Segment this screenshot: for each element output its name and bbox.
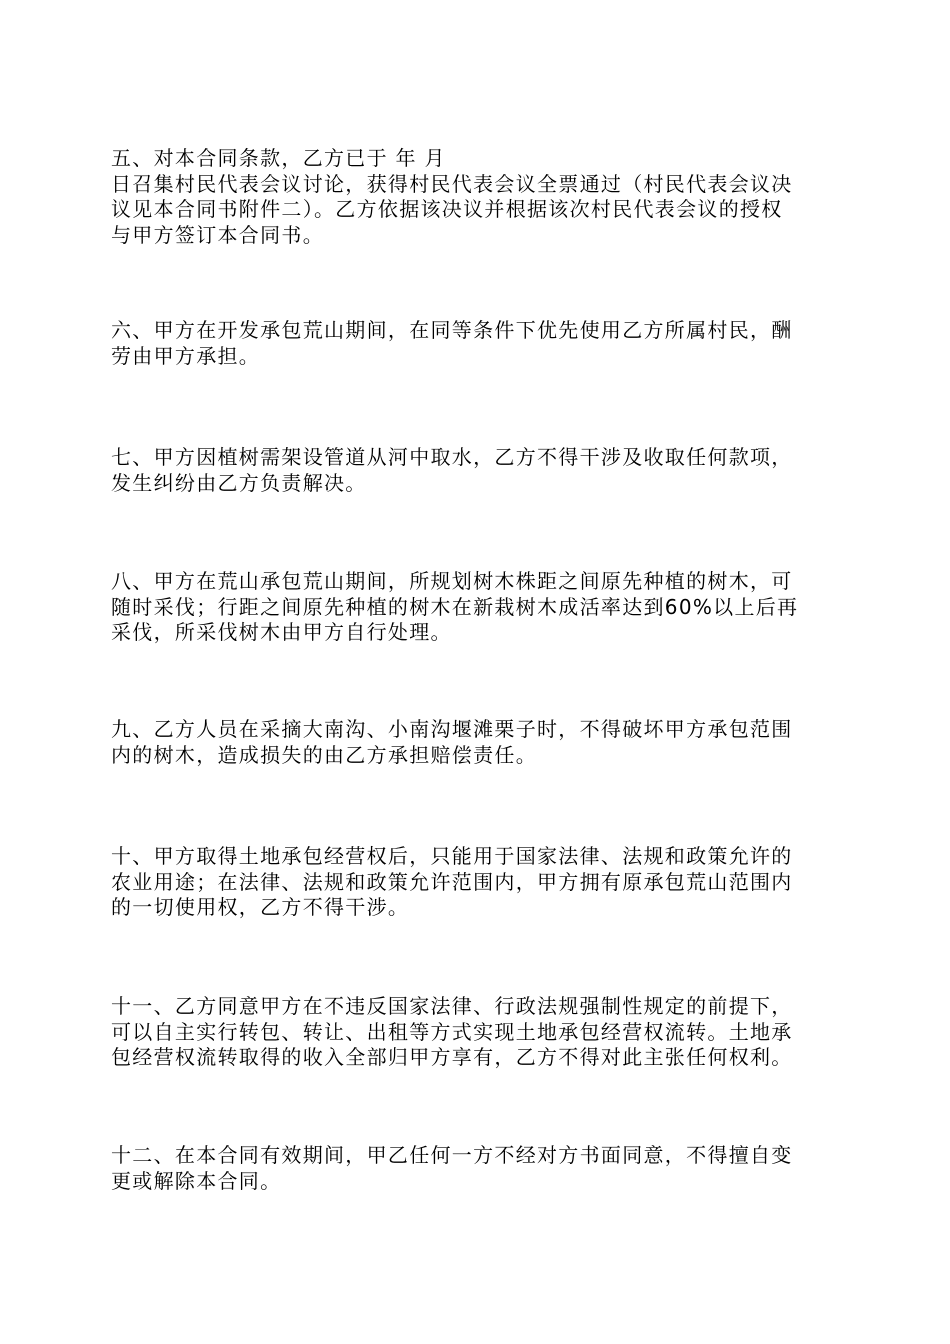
clause-line: 的一切使用权，乙方不得干涉。 — [111, 895, 410, 919]
clause-7 — [111, 445, 845, 496]
clause-line: 发生纠纷由乙方负责解决。 — [111, 470, 367, 495]
clause-8 — [111, 569, 845, 646]
clause-line: 日召集村民代表会议讨论，获得村民代表会议全票通过（村民代表会议决 — [111, 171, 793, 196]
clause-11 — [111, 994, 845, 1071]
clause-line: 内的树木，造成损失的由乙方承担赔偿责任。 — [111, 742, 537, 767]
clause-line: 包经营权流转取得的收入全部归甲方享有，乙方不得对此主张任何权利。 — [111, 1045, 793, 1069]
clause-9 — [111, 717, 845, 768]
clause-line: 农业用途；在法律、法规和政策允许范围内，甲方拥有原承包荒山范围内 — [111, 869, 793, 894]
clause-line: 八、甲方在荒山承包荒山期间，所规划树木株距之间原先种植的树木，可 — [111, 569, 793, 593]
clause-line: 采伐，所采伐树木由甲方自行处理。 — [111, 620, 452, 644]
clause-line: 可以自主实行转包、转让、出租等方式实现土地承包经营权流转。土地承 — [111, 1019, 793, 1044]
clause-line: 九、乙方人员在采摘大南沟、小南沟堰滩栗子时，不得破坏甲方承包范围 — [111, 717, 793, 741]
clause-line: 五、对本合同条款，乙方已于 年 月 — [111, 146, 446, 170]
clause-5 — [111, 146, 845, 248]
clause-6 — [111, 318, 845, 369]
clause-line: 十二、在本合同有效期间，甲乙任何一方不经对方书面同意，不得擅自变 — [111, 1143, 793, 1167]
clause-10 — [111, 844, 845, 921]
clause-line: 七、甲方因植树需架设管道从河中取水，乙方不得干涉及收取任何款项， — [111, 445, 793, 469]
clause-line: 劳由甲方承担。 — [111, 343, 261, 368]
clause-line: 十一、乙方同意甲方在不违反国家法律、行政法规强制性规定的前提下， — [111, 994, 793, 1018]
clause-line: 六、甲方在开发承包荒山期间，在同等条件下优先使用乙方所属村民，酬 — [111, 318, 793, 342]
clause-12 — [111, 1143, 845, 1194]
clause-line: 更或解除本合同。 — [111, 1168, 282, 1193]
clause-line: 议见本合同书附件二）。乙方依据该决议并根据该次村民代表会议的授权 — [111, 197, 783, 221]
clause-line: 十、甲方取得土地承包经营权后，只能用于国家法律、法规和政策允许的 — [111, 844, 793, 868]
clause-line: 随时采伐；行距之间原先种植的树木在新栽树木成活率达到60%以上后再 — [111, 594, 799, 619]
clause-line: 与甲方签订本合同书。 — [111, 222, 324, 247]
